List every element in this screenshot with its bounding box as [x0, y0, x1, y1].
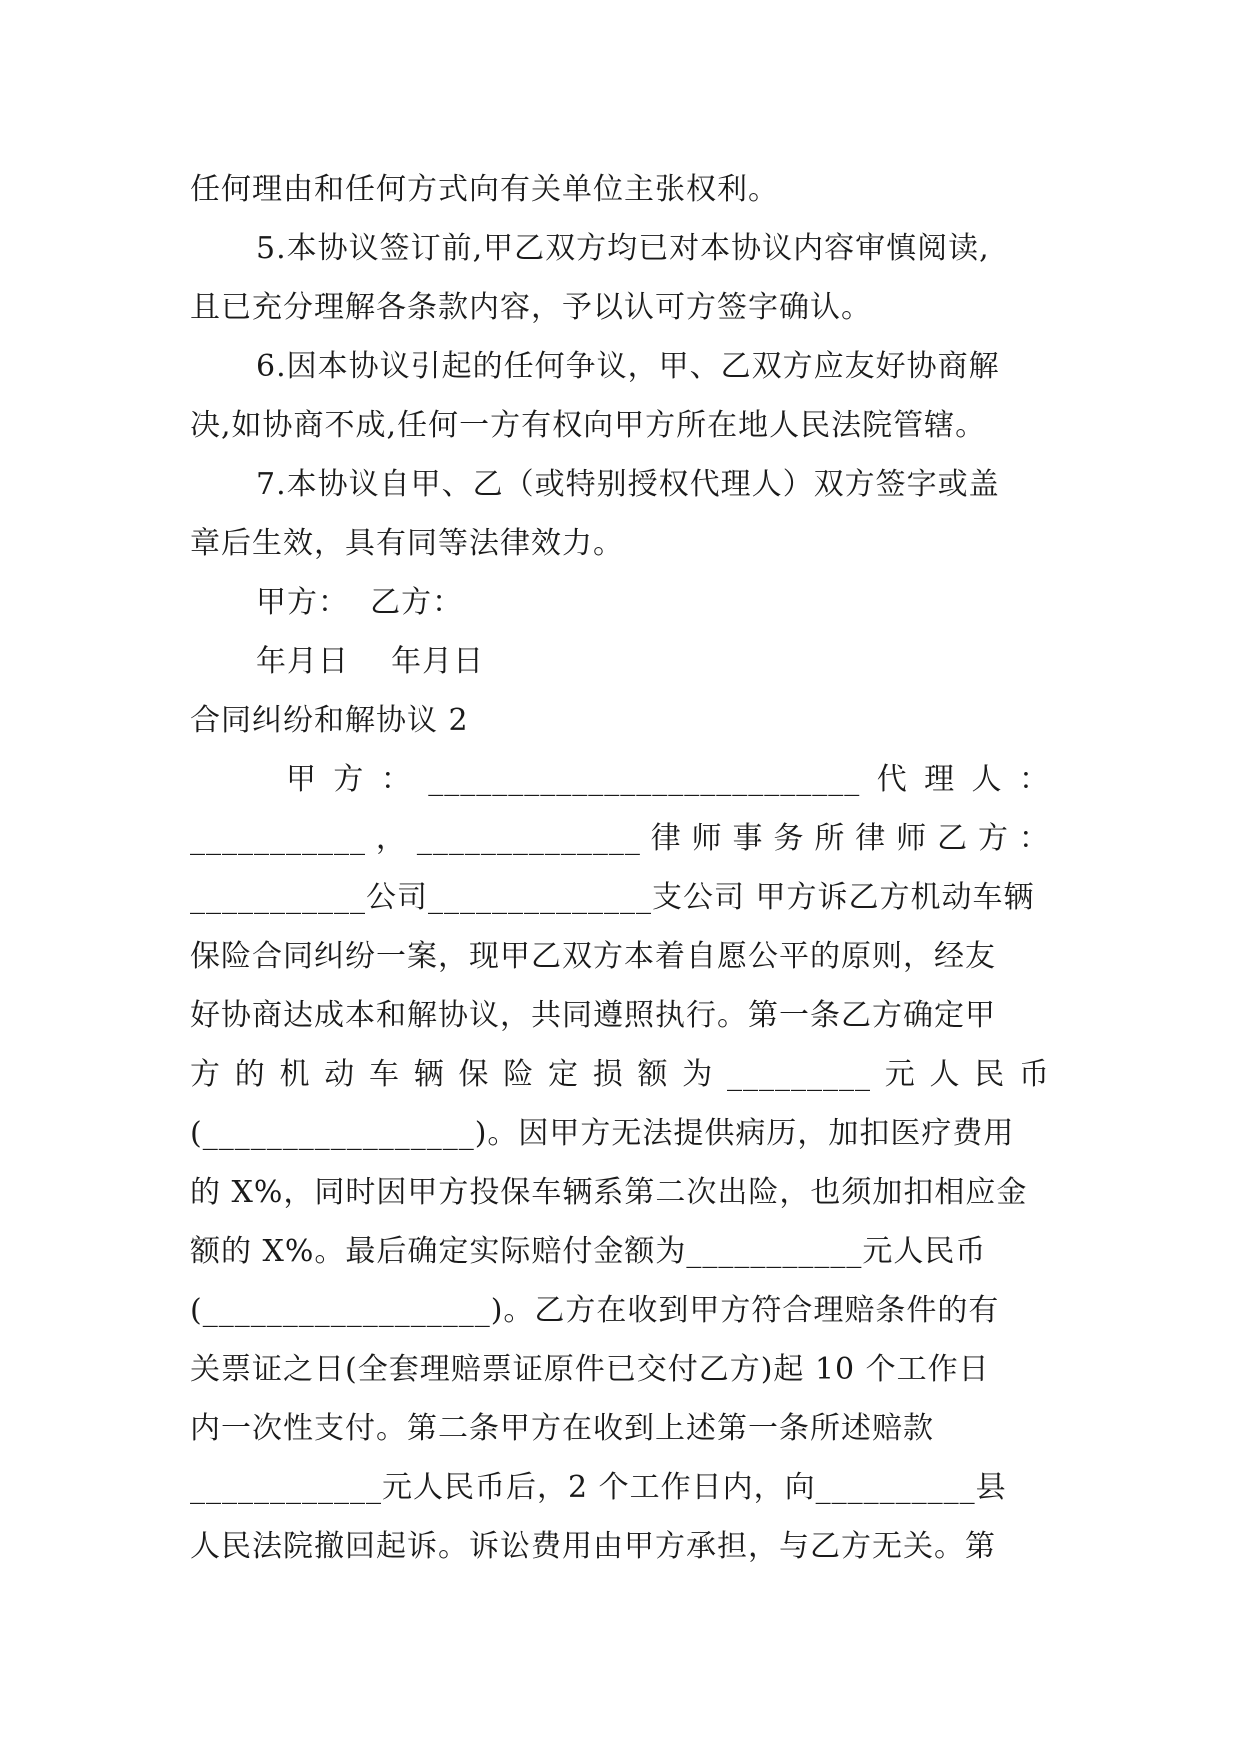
section-title: 合同纠纷和解协议 2 [190, 703, 469, 738]
text-token: 律 [650, 821, 682, 856]
text-token: 师 [896, 821, 928, 856]
text-token: 人 [971, 762, 1003, 797]
text-token: 额 [637, 1057, 669, 1092]
text-token: 乙 [937, 821, 969, 856]
text-token: 保 [458, 1057, 490, 1092]
document-body [190, 160, 1050, 1576]
paragraph-line: 的 X%，同时因甲方投保车辆系第二次出险，也须加扣相应金 [190, 1175, 1028, 1210]
text-token: 师 [691, 821, 723, 856]
blank-field: _________ [727, 1057, 871, 1092]
text-token: 为 [682, 1057, 714, 1092]
text-token: 民 [974, 1057, 1006, 1092]
text-token: 损 [592, 1057, 624, 1092]
paragraph-line: 关票证之日(全套理赔票证原件已交付乙方)起 10 个工作日 [190, 1352, 990, 1387]
text-token: 律 [855, 821, 887, 856]
clause-5-line-1: 5.本协议签订前,甲乙双方均已对本协议内容审慎阅读, [256, 231, 990, 266]
text-token: 方 [190, 1057, 221, 1092]
blank-field: ___________ [190, 821, 366, 856]
paragraph-line: (_________________)。因甲方无法提供病历，加扣医疗费用 [190, 1116, 1015, 1151]
text-token: ， [375, 821, 407, 856]
text-token: 方 [977, 821, 1009, 856]
loss-amount-line [190, 1045, 1050, 1104]
text-token: 事 [732, 821, 764, 856]
paragraph-line: 保险合同纠纷一案，现甲乙双方本着自愿公平的原则，经友 [190, 939, 996, 974]
party-a-line [190, 750, 1050, 809]
text-token: 元 [884, 1057, 916, 1092]
paragraph-line: 额的 X%。最后确定实际赔付金额为___________元人民币 [190, 1234, 987, 1269]
text-token: 理 [924, 762, 956, 797]
text-token: 务 [773, 821, 805, 856]
text-token: 机 [279, 1057, 311, 1092]
text-token: 币 [1019, 1057, 1050, 1092]
clause-7-line-1: 7.本协议自甲、乙（或特别授权代理人）双方签字或盖 [256, 467, 1000, 502]
text-token: 甲 [286, 762, 317, 797]
signature-parties: 甲方： 乙方： [256, 585, 464, 620]
blank-field: ______________ [416, 821, 641, 856]
signature-dates: 年月日 年月日 [256, 644, 485, 679]
text-token: 动 [324, 1057, 356, 1092]
clause-6-line-1: 6.因本协议引起的任何争议，甲、乙双方应友好协商解 [256, 349, 1000, 384]
text-token: 定 [548, 1057, 579, 1092]
text-token: 险 [503, 1057, 535, 1092]
paragraph-line: 人民法院撤回起诉。诉讼费用由甲方承担，与乙方无关。第 [190, 1529, 996, 1564]
paragraph-line: 内一次性支付。第二条甲方在收到上述第一条所述赔款 [190, 1411, 934, 1446]
text-token: 的 [234, 1057, 266, 1092]
paragraph-line: (__________________)。乙方在收到甲方符合理赔条件的有 [190, 1293, 1000, 1328]
text-token: 方 [333, 762, 365, 797]
text-token: 人 [929, 1057, 961, 1092]
blank-field: ___________________________ [428, 762, 861, 797]
text-token: 所 [814, 821, 846, 856]
text-token: 代 [876, 762, 908, 797]
clause-5-line-2: 且已充分理解各条款内容，予以认可方签字确认。 [190, 290, 872, 325]
paragraph-line: ___________公司______________支公司 甲方诉乙方机动车辆 [190, 880, 1035, 915]
text-token: 辆 [413, 1057, 445, 1092]
paragraph-line: 好协商达成本和解协议，共同遵照执行。第一条乙方确定甲 [190, 998, 996, 1033]
paragraph-line: 任何理由和任何方式向有关单位主张权利。 [190, 172, 779, 207]
agent-line [190, 809, 1050, 868]
paragraph-line: ____________元人民币后，2 个工作日内，向__________县 [190, 1470, 1007, 1505]
clause-6-line-2: 决,如协商不成,任何一方有权向甲方所在地人民法院管辖。 [190, 408, 987, 443]
text-token: ： [380, 762, 412, 797]
text-token: ： [1018, 821, 1050, 856]
text-token: 车 [369, 1057, 400, 1092]
clause-7-line-2: 章后生效，具有同等法律效力。 [190, 526, 624, 561]
text-token: ： [1018, 762, 1050, 797]
